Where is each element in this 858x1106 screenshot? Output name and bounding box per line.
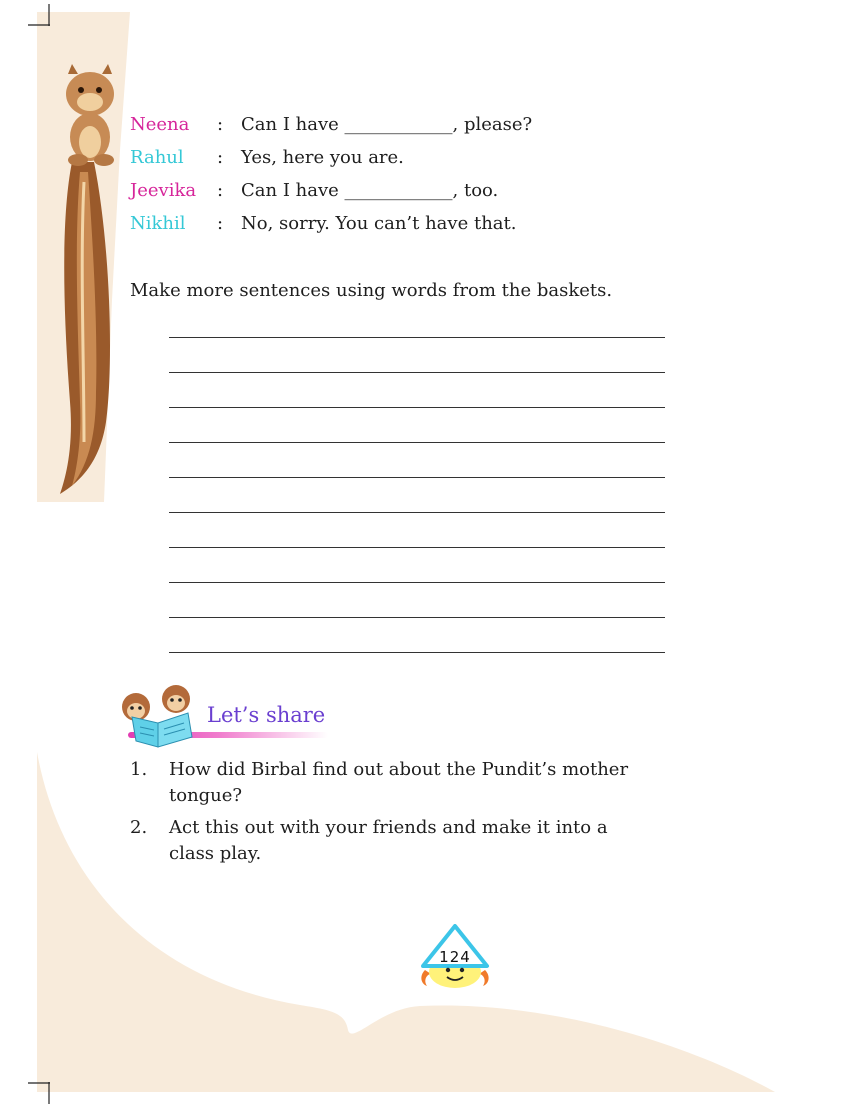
question-number: 1. <box>130 759 148 780</box>
page-number: 124 <box>439 948 471 966</box>
colon: : <box>217 114 224 135</box>
reading-monkeys-icon <box>118 683 198 749</box>
crop-mark-top-left <box>28 4 54 30</box>
instruction-text: Make more sentences using words from the baskets. <box>130 280 613 301</box>
writing-line[interactable] <box>169 617 665 618</box>
dialogue-text: No, sorry. You can’t have that. <box>241 213 517 234</box>
writing-line[interactable] <box>169 442 665 443</box>
speaker-name: Jeevika <box>130 180 197 201</box>
speaker-name: Neena <box>130 114 190 135</box>
dialogue-text: Yes, here you are. <box>241 147 404 168</box>
speaker-name: Rahul <box>130 147 184 168</box>
colon: : <box>217 180 224 201</box>
question-number: 2. <box>130 817 148 838</box>
writing-line[interactable] <box>169 407 665 408</box>
writing-line[interactable] <box>169 582 665 583</box>
crop-mark-bottom-left <box>28 1078 54 1104</box>
section-heading-lets-share: Let’s share <box>207 703 326 727</box>
squirrel-illustration <box>50 62 130 502</box>
writing-line[interactable] <box>169 652 665 653</box>
writing-line[interactable] <box>169 372 665 373</box>
writing-line[interactable] <box>169 547 665 548</box>
speaker-name: Nikhil <box>130 213 186 234</box>
writing-line[interactable] <box>169 337 665 338</box>
colon: : <box>217 147 224 168</box>
colon: : <box>217 213 224 234</box>
dialogue-text: Can I have ____________, too. <box>241 180 499 201</box>
question-text: Act this out with your friends and make it into a class play. <box>169 817 608 864</box>
question-text: How did Birbal find out about the Pundit’s mother tongue? <box>169 759 629 806</box>
dialogue-text: Can I have ____________, please? <box>241 114 533 135</box>
writing-line[interactable] <box>169 512 665 513</box>
writing-line[interactable] <box>169 477 665 478</box>
